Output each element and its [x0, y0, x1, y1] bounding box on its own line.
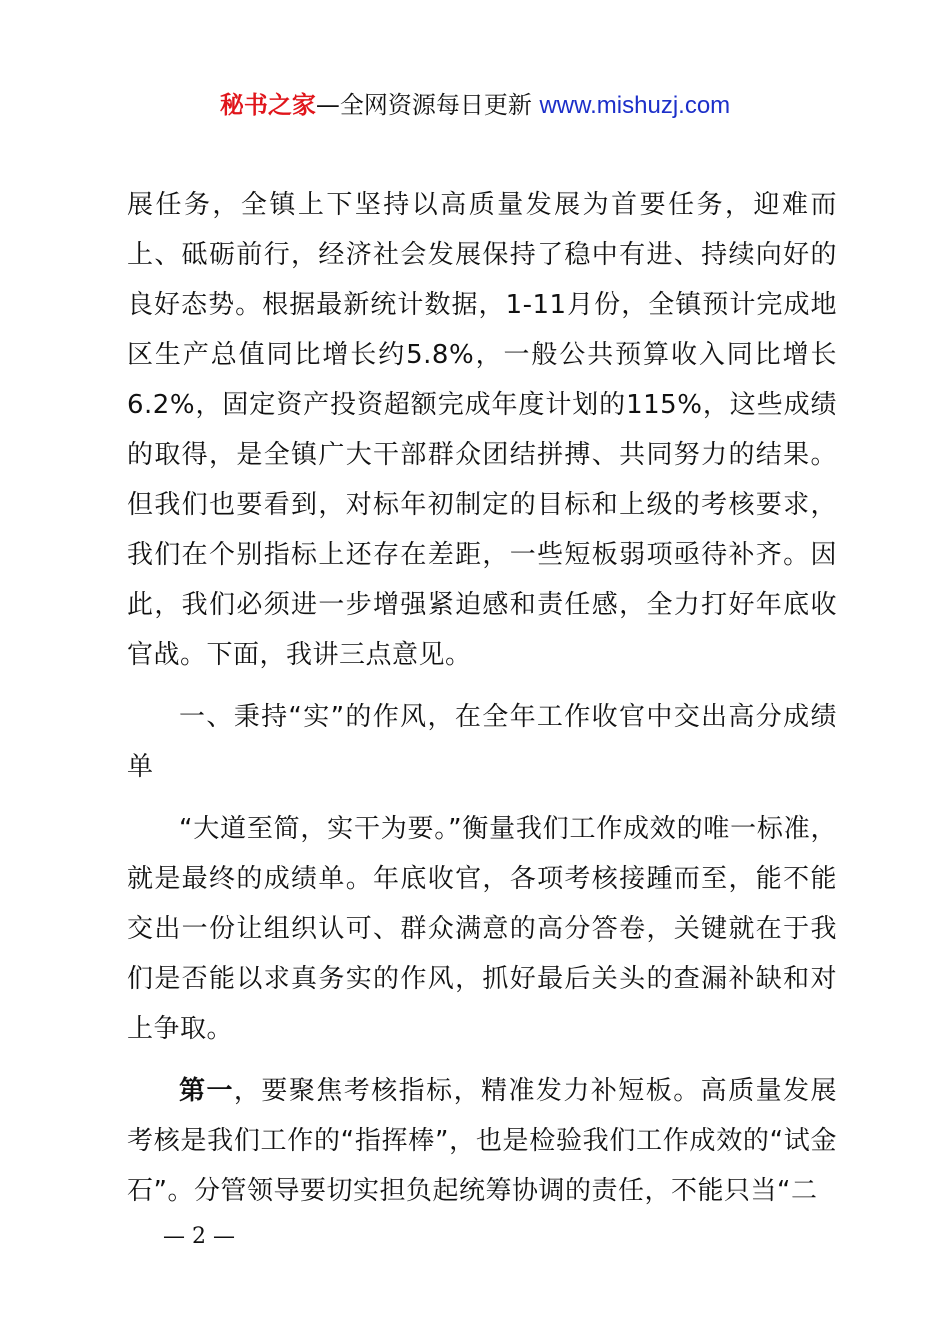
- site-header: [0, 88, 950, 123]
- section-heading-1: 一、秉持“实”的作风，在全年工作收官中交出高分成绩单: [127, 702, 837, 782]
- paragraph-section-1: “大道至简，实干为要。”衡量我们工作成效的唯一标准，就是最终的成绩单。年底收官，各项考核接踵而至，能不能交出一份让组织认可、群众满意的高分答卷，关键就在于我们是否能以求真务实的作风，抓好最后关头的查漏补缺和对上争取。: [127, 814, 837, 1044]
- point-label: 第一: [179, 1076, 234, 1106]
- point-text: ，要聚焦考核指标，精准发力补短板。高质量发展考核是我们工作的“指挥棒”，也是检验我们工作成效的“试金石”。分管领导要切实担负起统筹协调的责任，不能只当“二: [127, 1076, 837, 1206]
- paragraph-point-1: [127, 1066, 837, 1216]
- page-number: — 2 —: [163, 1224, 235, 1249]
- header-tagline: —全网资源每日更新: [315, 91, 540, 119]
- site-url-link[interactable]: www.mishuzj.com: [539, 92, 731, 119]
- document-body: [127, 180, 837, 1216]
- brand-name: 秘书之家: [219, 91, 316, 119]
- paragraph-intro: 展任务，全镇上下坚持以高质量发展为首要任务，迎难而上、砥砺前行，经济社会发展保持了稳中有进、持续向好的良好态势。根据最新统计数据，1-11月份，全镇预计完成地区生产总值同比增长约5.8%，一般公共预算收入同比增长6.2%，固定资产投资超额完成年度计划的115%，这些成绩的取得，是全镇广大干部群众团结拼搏、共同努力的结果。但我们也要看到，对标年初制定的目标和上级的考核要求，我们在个别指标上还存在差距，一些短板弱项亟待补齐。因此，我们必须进一步增强紧迫感和责任感，全力打好年底收官战。下面，我讲三点意见。: [127, 190, 837, 670]
